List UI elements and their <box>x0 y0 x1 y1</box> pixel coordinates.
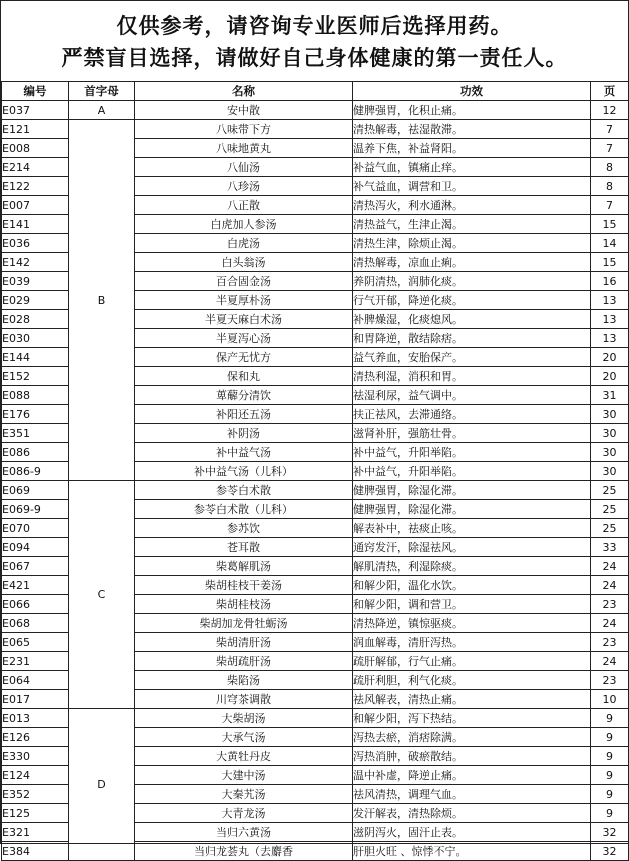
page-cell: 25 <box>591 500 629 519</box>
page-cell: 8 <box>591 158 629 177</box>
code-cell: E064 <box>2 671 69 690</box>
table-body <box>2 101 629 861</box>
name-cell: 苍耳散 <box>135 538 353 557</box>
name-cell: 保产无忧方 <box>135 348 353 367</box>
code-cell: E008 <box>2 139 69 158</box>
effect-cell: 清热生津，除烦止渴。 <box>353 234 591 253</box>
effect-cell: 补气益血，调营和卫。 <box>353 177 591 196</box>
name-cell: 补中益气汤（儿科） <box>135 462 353 481</box>
page-cell: 33 <box>591 538 629 557</box>
name-cell: 川穹茶调散 <box>135 690 353 709</box>
code-cell: E066 <box>2 595 69 614</box>
effect-cell: 温养下焦，补益肾阳。 <box>353 139 591 158</box>
page-cell: 23 <box>591 595 629 614</box>
name-cell: 八味地黄丸 <box>135 139 353 158</box>
effect-cell: 益气养血，安胎保产。 <box>353 348 591 367</box>
code-cell: E039 <box>2 272 69 291</box>
name-cell: 柴胡疏肝汤 <box>135 652 353 671</box>
effect-cell: 祛风清热，调理气血。 <box>353 785 591 804</box>
page-cell: 30 <box>591 443 629 462</box>
name-cell: 大承气汤 <box>135 728 353 747</box>
name-cell: 八珍汤 <box>135 177 353 196</box>
page-cell: 7 <box>591 139 629 158</box>
warning-header <box>1 1 628 81</box>
name-cell: 大建中汤 <box>135 766 353 785</box>
medicine-table <box>1 81 629 861</box>
code-cell: E330 <box>2 747 69 766</box>
code-cell: E144 <box>2 348 69 367</box>
page-cell: 8 <box>591 177 629 196</box>
code-cell: E421 <box>2 576 69 595</box>
effect-cell: 清热解毒，凉血止痢。 <box>353 253 591 272</box>
page-cell: 20 <box>591 367 629 386</box>
page-cell: 13 <box>591 329 629 348</box>
effect-cell: 疏肝解郁，行气止痛。 <box>353 652 591 671</box>
effect-cell: 健脾强胃，除湿化滞。 <box>353 481 591 500</box>
effect-cell: 润血解毒，清肝泻热。 <box>353 633 591 652</box>
code-cell: E037 <box>2 101 69 120</box>
code-cell: E069 <box>2 481 69 500</box>
code-cell: E067 <box>2 557 69 576</box>
code-cell: E176 <box>2 405 69 424</box>
page-cell: 24 <box>591 557 629 576</box>
column-header-initial: 首字母 <box>69 82 135 101</box>
name-cell: 参苓白术散 <box>135 481 353 500</box>
effect-cell: 祛湿利尿，益气调中。 <box>353 386 591 405</box>
name-cell: 补中益气汤 <box>135 443 353 462</box>
code-cell: E141 <box>2 215 69 234</box>
effect-cell: 和解少阳，泻下热结。 <box>353 709 591 728</box>
initial-letter-cell: D <box>69 709 135 861</box>
column-header-page: 页 <box>591 82 629 101</box>
code-cell: E214 <box>2 158 69 177</box>
name-cell: 半夏厚朴汤 <box>135 291 353 310</box>
code-cell: E321 <box>2 823 69 842</box>
page-cell: 9 <box>591 766 629 785</box>
effect-cell: 行气开郁，降逆化痰。 <box>353 291 591 310</box>
code-cell: E030 <box>2 329 69 348</box>
code-cell: E122 <box>2 177 69 196</box>
effect-cell: 祛风解表，清热止痛。 <box>353 690 591 709</box>
effect-cell: 疏肝利胆，利气化痰。 <box>353 671 591 690</box>
page-cell: 7 <box>591 120 629 139</box>
code-cell: E065 <box>2 633 69 652</box>
code-cell: E086-9 <box>2 462 69 481</box>
page-cell: 20 <box>591 348 629 367</box>
name-cell: 柴胡桂枝汤 <box>135 595 353 614</box>
effect-cell: 清热益气，生津止渴。 <box>353 215 591 234</box>
page-cell: 25 <box>591 519 629 538</box>
effect-cell: 清热降逆，镇惊驱痰。 <box>353 614 591 633</box>
page-cell: 32 <box>591 842 629 861</box>
table-header-row <box>2 82 629 101</box>
page-cell: 13 <box>591 291 629 310</box>
page-cell: 7 <box>591 196 629 215</box>
name-cell: 柴胡桂枝干姜汤 <box>135 576 353 595</box>
table-row <box>2 709 629 728</box>
effect-cell: 泻热去瘀，消痞除满。 <box>353 728 591 747</box>
page-cell: 24 <box>591 652 629 671</box>
code-cell: E152 <box>2 367 69 386</box>
code-cell: E352 <box>2 785 69 804</box>
code-cell: E231 <box>2 652 69 671</box>
page-cell: 10 <box>591 690 629 709</box>
name-cell: 萆薢分清饮 <box>135 386 353 405</box>
code-cell: E086 <box>2 443 69 462</box>
code-cell: E069-9 <box>2 500 69 519</box>
code-cell: E088 <box>2 386 69 405</box>
name-cell: 安中散 <box>135 101 353 120</box>
page-cell: 13 <box>591 310 629 329</box>
name-cell: 柴胡清肝汤 <box>135 633 353 652</box>
initial-letter-cell: A <box>69 101 135 120</box>
code-cell: E125 <box>2 804 69 823</box>
name-cell: 柴葛解肌汤 <box>135 557 353 576</box>
page-cell: 25 <box>591 481 629 500</box>
page-cell: 9 <box>591 785 629 804</box>
name-cell: 八味带下方 <box>135 120 353 139</box>
effect-cell: 养阴清热，润肺化痰。 <box>353 272 591 291</box>
code-cell: E068 <box>2 614 69 633</box>
name-cell: 当归龙荟丸（去麝香 <box>135 842 353 861</box>
page-cell: 23 <box>591 633 629 652</box>
name-cell: 大柴胡汤 <box>135 709 353 728</box>
effect-cell: 清热解毒，祛湿散滞。 <box>353 120 591 139</box>
effect-cell: 清热利湿，消积和胃。 <box>353 367 591 386</box>
name-cell: 参苓白术散（儿科） <box>135 500 353 519</box>
column-header-effect: 功效 <box>353 82 591 101</box>
effect-cell: 发汗解表，清热除烦。 <box>353 804 591 823</box>
code-cell: E036 <box>2 234 69 253</box>
name-cell: 白虎汤 <box>135 234 353 253</box>
code-cell: E126 <box>2 728 69 747</box>
table-row <box>2 481 629 500</box>
code-cell: E142 <box>2 253 69 272</box>
page-cell: 14 <box>591 234 629 253</box>
effect-cell: 补中益气，升阳举陷。 <box>353 462 591 481</box>
page-cell: 30 <box>591 405 629 424</box>
name-cell: 大青龙汤 <box>135 804 353 823</box>
code-cell: E351 <box>2 424 69 443</box>
name-cell: 半夏天麻白术汤 <box>135 310 353 329</box>
effect-cell: 解肌清热，利湿除痰。 <box>353 557 591 576</box>
page-cell: 30 <box>591 424 629 443</box>
page-cell: 32 <box>591 823 629 842</box>
page-cell: 12 <box>591 101 629 120</box>
effect-cell: 滋阴泻火，固汗止表。 <box>353 823 591 842</box>
effect-cell: 健脾强胃，化积止痛。 <box>353 101 591 120</box>
name-cell: 大秦艽汤 <box>135 785 353 804</box>
warning-line-2: 严禁盲目选择，请做好自己身体健康的第一责任人。 <box>61 45 568 70</box>
name-cell: 参苏饮 <box>135 519 353 538</box>
column-header-code: 编号 <box>2 82 69 101</box>
effect-cell: 和解少阳，温化水饮。 <box>353 576 591 595</box>
name-cell: 八仙汤 <box>135 158 353 177</box>
code-cell: E070 <box>2 519 69 538</box>
table-row <box>2 101 629 120</box>
code-cell: E121 <box>2 120 69 139</box>
code-cell: E029 <box>2 291 69 310</box>
page-cell: 16 <box>591 272 629 291</box>
page-cell: 15 <box>591 253 629 272</box>
page-cell: 24 <box>591 614 629 633</box>
effect-cell: 补脾燥湿，化痰熄风。 <box>353 310 591 329</box>
initial-letter-cell: C <box>69 481 135 709</box>
effect-cell: 健脾强胃，除湿化滞。 <box>353 500 591 519</box>
page-cell: 9 <box>591 728 629 747</box>
page-cell: 9 <box>591 709 629 728</box>
code-cell: E124 <box>2 766 69 785</box>
page-cell: 23 <box>591 671 629 690</box>
initial-letter-cell: B <box>69 120 135 481</box>
effect-cell: 通窍发汗，除湿祛风。 <box>353 538 591 557</box>
code-cell: E017 <box>2 690 69 709</box>
code-cell: E007 <box>2 196 69 215</box>
page-cell: 30 <box>591 462 629 481</box>
name-cell: 白虎加人参汤 <box>135 215 353 234</box>
name-cell: 白头翁汤 <box>135 253 353 272</box>
effect-cell: 解表补中，祛痰止咳。 <box>353 519 591 538</box>
effect-cell: 清热泻火，利水通淋。 <box>353 196 591 215</box>
effect-cell: 扶正祛风，去滞通络。 <box>353 405 591 424</box>
effect-cell: 和解少阳，调和营卫。 <box>353 595 591 614</box>
name-cell: 补阴汤 <box>135 424 353 443</box>
effect-cell: 和胃降逆，散结除痞。 <box>353 329 591 348</box>
code-cell: E013 <box>2 709 69 728</box>
effect-cell: 补益气血，镇痛止痒。 <box>353 158 591 177</box>
name-cell: 大黄牡丹皮 <box>135 747 353 766</box>
column-header-name: 名称 <box>135 82 353 101</box>
code-cell: E384 <box>2 842 69 861</box>
code-cell: E094 <box>2 538 69 557</box>
name-cell: 八正散 <box>135 196 353 215</box>
name-cell: 百合固金汤 <box>135 272 353 291</box>
effect-cell: 温中补虚，降逆止痛。 <box>353 766 591 785</box>
page-cell: 15 <box>591 215 629 234</box>
code-cell: E028 <box>2 310 69 329</box>
page-cell: 9 <box>591 804 629 823</box>
name-cell: 柴胡加龙骨牡蛎汤 <box>135 614 353 633</box>
page-cell: 24 <box>591 576 629 595</box>
name-cell: 柴陷汤 <box>135 671 353 690</box>
effect-cell: 补中益气，升阳举陷。 <box>353 443 591 462</box>
name-cell: 保和丸 <box>135 367 353 386</box>
page-cell: 9 <box>591 747 629 766</box>
warning-line-1: 仅供参考，请咨询专业医师后选择用药。 <box>116 13 513 38</box>
effect-cell: 泻热消肿，破瘀散结。 <box>353 747 591 766</box>
effect-cell: 肝胆火旺 、惊悸不宁。 <box>353 842 591 861</box>
name-cell: 半夏泻心汤 <box>135 329 353 348</box>
page-cell: 31 <box>591 386 629 405</box>
name-cell: 当归六黄汤 <box>135 823 353 842</box>
name-cell: 补阳还五汤 <box>135 405 353 424</box>
table-row <box>2 120 629 139</box>
effect-cell: 滋肾补肝，强筋壮骨。 <box>353 424 591 443</box>
